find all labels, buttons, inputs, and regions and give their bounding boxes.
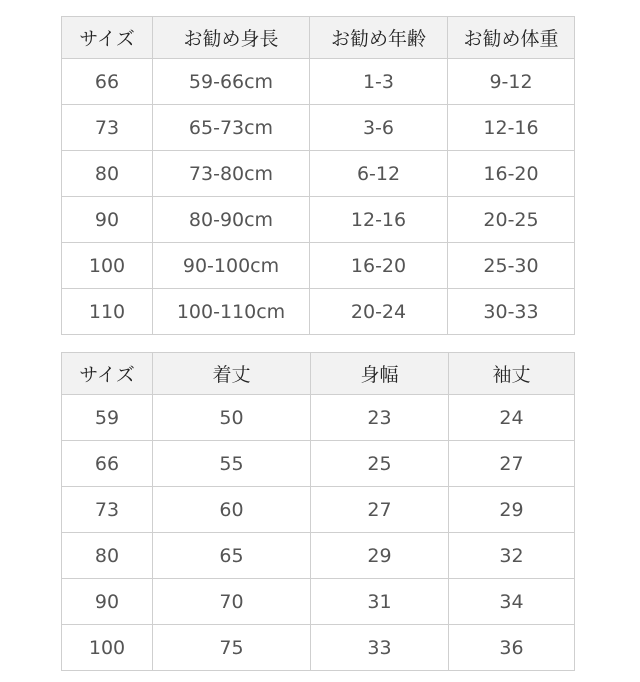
table-header-row xyxy=(62,17,575,59)
cell-sleeve: 36 xyxy=(449,625,575,671)
table-row xyxy=(62,579,575,625)
cell-length: 50 xyxy=(153,395,311,441)
table-row xyxy=(62,151,575,197)
cell-width: 29 xyxy=(311,533,449,579)
cell-height: 65-73cm xyxy=(153,105,310,151)
cell-weight: 30-33 xyxy=(448,289,575,335)
cell-size: 100 xyxy=(62,625,153,671)
garment-measurement-table xyxy=(61,352,575,671)
cell-age: 12-16 xyxy=(310,197,448,243)
cell-sleeve: 29 xyxy=(449,487,575,533)
cell-length: 55 xyxy=(153,441,311,487)
table-row xyxy=(62,243,575,289)
cell-width: 31 xyxy=(311,579,449,625)
header-width: 身幅 xyxy=(311,353,449,395)
cell-height: 80-90cm xyxy=(153,197,310,243)
cell-size: 90 xyxy=(62,579,153,625)
cell-weight: 25-30 xyxy=(448,243,575,289)
cell-sleeve: 34 xyxy=(449,579,575,625)
cell-weight: 20-25 xyxy=(448,197,575,243)
cell-size: 100 xyxy=(62,243,153,289)
cell-size: 80 xyxy=(62,533,153,579)
header-size: サイズ xyxy=(62,17,153,59)
recommend-size-table xyxy=(61,16,575,335)
cell-sleeve: 24 xyxy=(449,395,575,441)
header-recommended-age: お勧め年齢 xyxy=(310,17,448,59)
table-header-row xyxy=(62,353,575,395)
cell-weight: 9-12 xyxy=(448,59,575,105)
table-row xyxy=(62,59,575,105)
header-recommended-weight: お勧め体重 xyxy=(448,17,575,59)
cell-age: 20-24 xyxy=(310,289,448,335)
cell-age: 3-6 xyxy=(310,105,448,151)
cell-height: 73-80cm xyxy=(153,151,310,197)
cell-length: 65 xyxy=(153,533,311,579)
table-row xyxy=(62,105,575,151)
table-row xyxy=(62,625,575,671)
cell-width: 27 xyxy=(311,487,449,533)
cell-size: 110 xyxy=(62,289,153,335)
cell-size: 73 xyxy=(62,487,153,533)
cell-size: 73 xyxy=(62,105,153,151)
cell-height: 59-66cm xyxy=(153,59,310,105)
cell-width: 33 xyxy=(311,625,449,671)
table-row xyxy=(62,395,575,441)
cell-width: 25 xyxy=(311,441,449,487)
cell-size: 59 xyxy=(62,395,153,441)
cell-age: 6-12 xyxy=(310,151,448,197)
cell-sleeve: 27 xyxy=(449,441,575,487)
cell-height: 100-110cm xyxy=(153,289,310,335)
cell-length: 60 xyxy=(153,487,311,533)
cell-height: 90-100cm xyxy=(153,243,310,289)
cell-width: 23 xyxy=(311,395,449,441)
cell-weight: 16-20 xyxy=(448,151,575,197)
cell-size: 80 xyxy=(62,151,153,197)
cell-sleeve: 32 xyxy=(449,533,575,579)
cell-weight: 12-16 xyxy=(448,105,575,151)
cell-size: 90 xyxy=(62,197,153,243)
cell-age: 16-20 xyxy=(310,243,448,289)
cell-age: 1-3 xyxy=(310,59,448,105)
table-row xyxy=(62,441,575,487)
header-size: サイズ xyxy=(62,353,153,395)
header-recommended-height: お勧め身長 xyxy=(153,17,310,59)
cell-size: 66 xyxy=(62,59,153,105)
header-sleeve: 袖丈 xyxy=(449,353,575,395)
cell-size: 66 xyxy=(62,441,153,487)
table-row xyxy=(62,533,575,579)
table-row xyxy=(62,289,575,335)
table-row xyxy=(62,487,575,533)
header-length: 着丈 xyxy=(153,353,311,395)
cell-length: 70 xyxy=(153,579,311,625)
cell-length: 75 xyxy=(153,625,311,671)
table-row xyxy=(62,197,575,243)
